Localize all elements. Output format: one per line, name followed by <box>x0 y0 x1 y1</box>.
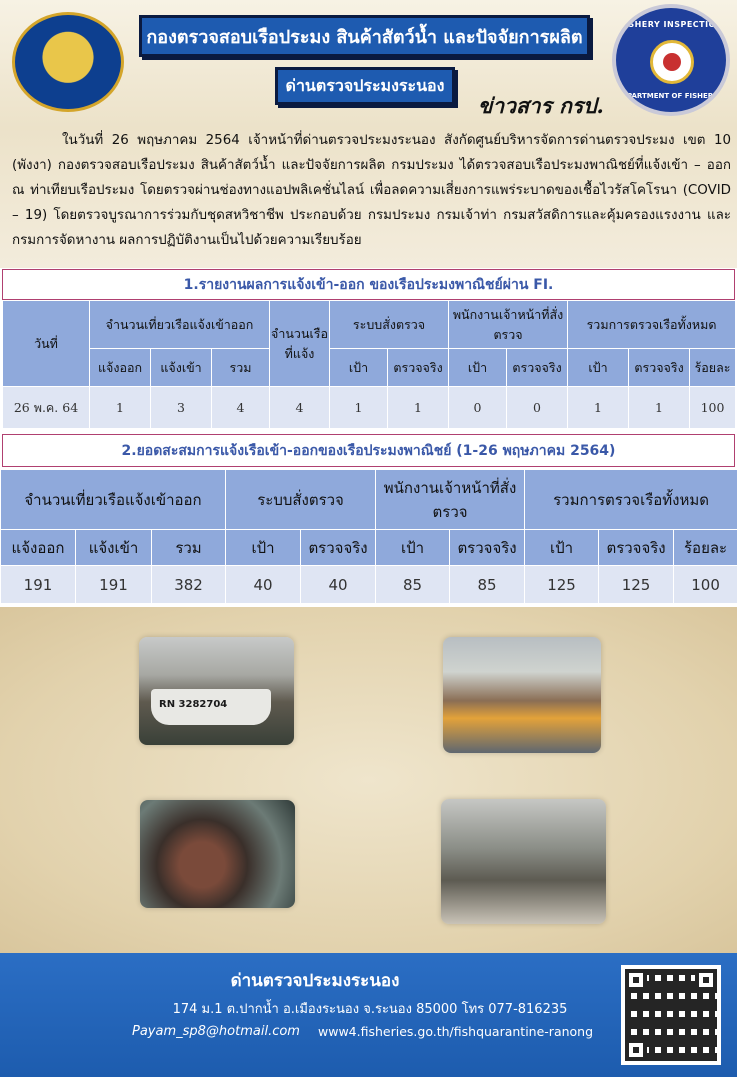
table-cell: 125 <box>525 566 599 604</box>
table-cell: 3 <box>151 387 212 429</box>
subheader: ตรวจจริง <box>388 349 449 387</box>
news-label: ข่าวสาร กรป. <box>478 93 604 118</box>
table-cell: 100 <box>674 566 737 604</box>
subheader: แจ้งเข้า <box>76 530 152 566</box>
logo-right-subtext: DEPARTMENT OF FISHERIES <box>616 92 726 100</box>
col-staff-header: พนักงานเจ้าหน้าที่สั่งตรวจ <box>376 470 525 530</box>
subheader: ตรวจจริง <box>599 530 674 566</box>
section2-title: 2.ยอดสะสมการแจ้งเรือเข้า-ออกของเรือประมงพาณิชย์ (1-26 พฤษภาคม 2564) <box>2 434 735 467</box>
table-cell: 1 <box>90 387 151 429</box>
harbor-boats-photo <box>441 799 606 924</box>
table-cell: 1 <box>388 387 449 429</box>
subheader: เป้า <box>330 349 388 387</box>
subheader: เป้า <box>226 530 301 566</box>
col-system-header: ระบบสั่งตรวจ <box>330 301 449 349</box>
footer-website-link[interactable]: www4.fisheries.go.th/fishquarantine-ranong <box>318 1024 594 1039</box>
col-date-header: วันที่ <box>3 301 90 387</box>
subheader: แจ้งเข้า <box>151 349 212 387</box>
col-trips-header: จำนวนเที่ยวเรือแจ้งเข้าออก <box>90 301 270 349</box>
table-cell: 191 <box>76 566 152 604</box>
subheader: เป้า <box>525 530 599 566</box>
table-cell: 1 <box>330 387 388 429</box>
emblem-icon <box>650 40 694 84</box>
table-row <box>1 566 737 604</box>
boat-registration-text: RN 3282704 <box>159 699 228 710</box>
table-cell: 1 <box>568 387 629 429</box>
col-staff-header: พนักงานเจ้าหน้าที่สั่งตรวจ <box>449 301 568 349</box>
col-system-header: ระบบสั่งตรวจ <box>226 470 376 530</box>
qr-finder <box>695 969 717 991</box>
subheader: ร้อยละ <box>690 349 736 387</box>
col-vessels-header: จำนวนเรือที่แจ้ง <box>270 301 330 387</box>
qr-pattern <box>625 969 717 1061</box>
footer <box>0 953 737 1077</box>
page-title: กองตรวจสอบเรือประมง สินค้าสัตว์น้ำ และปัจจัยการผลิต <box>139 15 590 57</box>
fishing-boat-photo <box>139 637 294 745</box>
col-total-header: รวมการตรวจเรือทั้งหมด <box>568 301 736 349</box>
subheader: ตรวจจริง <box>629 349 690 387</box>
col-trips-header: จำนวนเที่ยวเรือแจ้งเข้าออก <box>1 470 226 530</box>
cumulative-report-table <box>0 469 737 604</box>
subheader: แจ้งออก <box>1 530 76 566</box>
intro-paragraph: ในวันที่ 26 พฤษภาคม 2564 เจ้าหน้าที่ด่านตรวจประมงระนอง สังกัดศูนย์บริหารจัดการด่านตรวจประมง เขต 10 (พังงา) กองตรวจสอบเรือประมง สินค้าสัตว์น้ำ และปัจจัยการผลิต กรมประมง ได้ตรวจสอบเรือประมงพาณิชย์ที่แจ้งเข้า – ออก ณ ท่าเทียบเรือประมง โดยตรวจผ่านช่องทางแอปพลิเคชั่นไลน์ เพื่อลดความเสี่ยงการแพร่ระบาดของเชื้อไวรัสโคโรนา (COVID – 19) โดยตรวจบูรณาการร่วมกับชุดสหวิชาชีพ ประกอบด้วย กรมประมง กรมเจ้าท่า กรมสวัสดิการและคุ้มครองแรงงาน และกรมการจัดหางาน ผลการปฏิบัติงานเป็นไปด้วยความเรียบร้อย <box>12 133 731 248</box>
subheader: เป้า <box>449 349 507 387</box>
table-row <box>3 387 736 429</box>
table-cell: 85 <box>450 566 525 604</box>
table-cell: 125 <box>599 566 674 604</box>
col-total-header: รวมการตรวจเรือทั้งหมด <box>525 470 737 530</box>
table-cell: 191 <box>1 566 76 604</box>
logo-right-text: FISHERY INSPECTION <box>618 20 724 29</box>
table-cell: 1 <box>629 387 690 429</box>
department-of-fisheries-logo <box>12 12 124 112</box>
footer-title: ด่านตรวจประมงระนอง <box>230 971 400 991</box>
intro-section <box>0 128 737 268</box>
logo-left-text <box>15 25 124 47</box>
subheader: รวม <box>212 349 270 387</box>
subheader: ตรวจจริง <box>301 530 376 566</box>
table-cell: 40 <box>226 566 301 604</box>
subheader: ร้อยละ <box>674 530 737 566</box>
table-cell: 100 <box>690 387 736 429</box>
table-cell: 382 <box>152 566 226 604</box>
table-cell: 4 <box>212 387 270 429</box>
fishery-inspection-logo <box>612 4 730 116</box>
subheader: ตรวจจริง <box>507 349 568 387</box>
table-cell: 4 <box>270 387 330 429</box>
qr-code-icon[interactable] <box>621 965 721 1065</box>
header-banner <box>0 0 737 128</box>
inspection-team-photo <box>443 637 601 753</box>
qr-finder <box>625 1039 647 1061</box>
subheader: เป้า <box>376 530 450 566</box>
footer-email-link[interactable]: Payam_sp8@hotmail.com <box>132 1024 300 1039</box>
subheader: แจ้งออก <box>90 349 151 387</box>
table-cell: 85 <box>376 566 450 604</box>
subheader: ตรวจจริง <box>450 530 525 566</box>
fish-hold-photo <box>140 800 295 908</box>
footer-address: 174 ม.1 ต.ปากน้ำ อ.เมืองระนอง จ.ระนอง 85000 โทร 077-816235 <box>172 1002 568 1017</box>
section1-title: 1.รายงานผลการแจ้งเข้า-ออก ของเรือประมงพาณิชย์ผ่าน FI. <box>2 269 735 300</box>
photo-gallery <box>0 607 737 953</box>
table-cell: 0 <box>449 387 507 429</box>
subheader: เป้า <box>568 349 629 387</box>
daily-report-table <box>2 300 736 429</box>
subheader: รวม <box>152 530 226 566</box>
table-cell: 0 <box>507 387 568 429</box>
qr-finder <box>625 969 647 991</box>
table-cell: 40 <box>301 566 376 604</box>
page-subtitle: ด่านตรวจประมงระนอง <box>275 67 455 105</box>
table-cell: 26 พ.ค. 64 <box>3 387 90 429</box>
